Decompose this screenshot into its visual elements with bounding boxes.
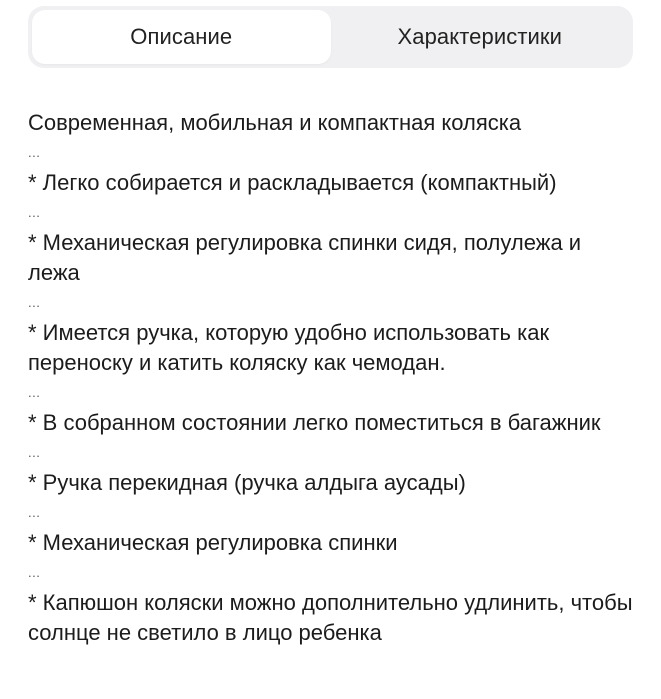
separator: ...	[28, 145, 41, 160]
separator: ...	[28, 505, 41, 520]
separator: ...	[28, 205, 41, 220]
tab-description[interactable]: Описание	[32, 10, 331, 64]
description-item: * В собранном состоянии легко поместиться в багажник	[28, 410, 601, 435]
separator: ...	[28, 445, 41, 460]
separator: ...	[28, 385, 41, 400]
description-item: * Ручка перекидная (ручка алдыга аусады)	[28, 470, 466, 495]
description-item: * Капюшон коляски можно дополнительно удлинить, чтобы солнце не светило в лицо ребенка	[28, 590, 633, 645]
description-item: * Механическая регулировка спинки	[28, 530, 398, 555]
description-item: * Легко собирается и раскладывается (компактный)	[28, 170, 557, 195]
description-item: * Имеется ручка, которую удобно использовать как переноску и катить коляску как чемодан.	[28, 320, 550, 375]
description-intro: Современная, мобильная и компактная коляска	[28, 110, 522, 135]
description-item: * Механическая регулировка спинки сидя, полулежа и лежа	[28, 230, 582, 285]
tab-characteristics[interactable]: Характеристики	[397, 24, 563, 49]
separator: ...	[28, 565, 41, 580]
tab-bar	[28, 6, 633, 68]
description-text	[28, 108, 638, 648]
separator: ...	[28, 295, 41, 310]
